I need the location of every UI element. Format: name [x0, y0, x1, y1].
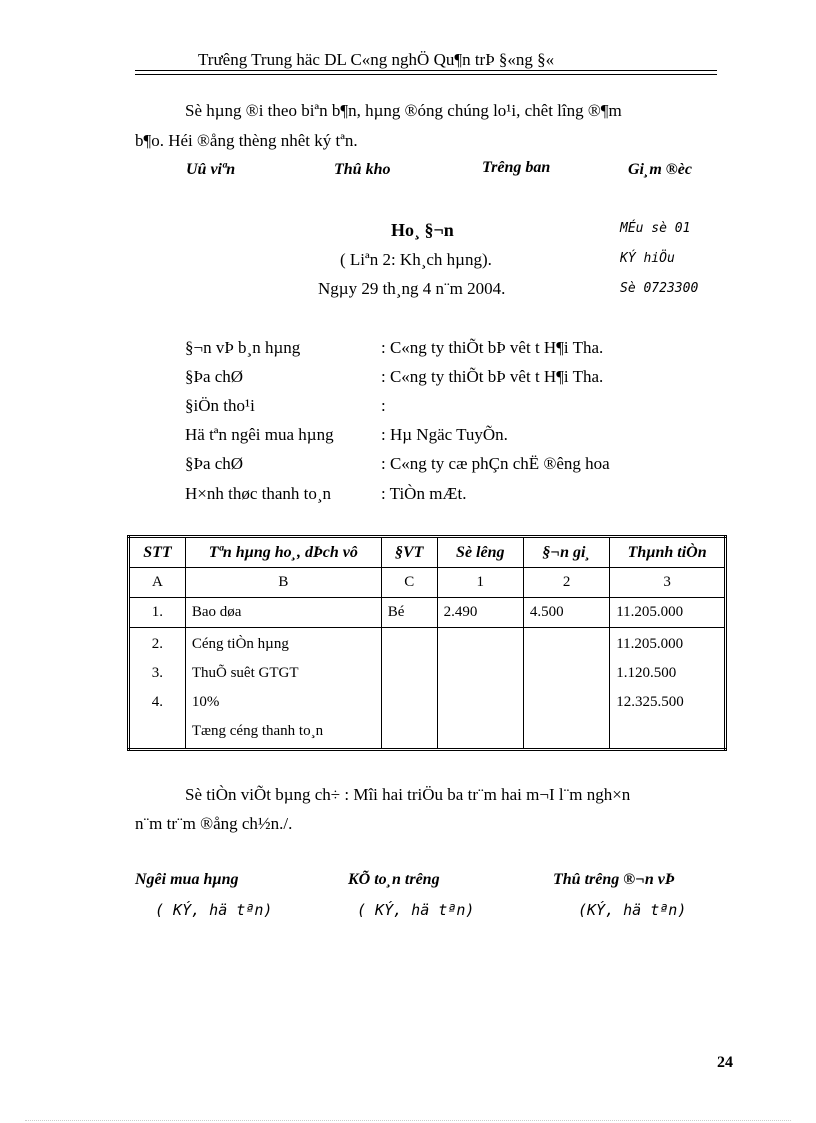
- signer-note-head: (KÝ, hä tªn): [578, 901, 687, 919]
- signer-bottom-head: Thû trêng ®¬n vÞ: [553, 871, 675, 888]
- stt-value: 4.: [151, 694, 164, 710]
- table-index-row: [129, 568, 726, 598]
- invoice-title: Ho¸ §¬n: [391, 220, 454, 240]
- signer-bottom-buyer: Ngêi mua hµng: [135, 871, 239, 888]
- col-header-price: §¬n gi¸: [523, 537, 609, 568]
- party-label: §Þa chØ: [185, 454, 244, 473]
- col-header-total: Thµnh tiÒn: [610, 537, 726, 568]
- signer-note-buyer: ( KÝ, hä tªn): [155, 901, 273, 919]
- invoice-date: Ngµy 29 th¸ng 4 n¨m 2004.: [318, 279, 506, 298]
- table-row: [129, 598, 726, 628]
- amount-in-words-line-2: n¨m tr¨m ®ång ch½n./.: [135, 814, 293, 833]
- cell-price: 4.500: [523, 598, 609, 628]
- cell-total-stack: [610, 628, 726, 750]
- index-cell: 2: [523, 568, 609, 598]
- signer-top-4: Gi¸m ®èc: [628, 161, 692, 178]
- name-value: ThuÕ suêt GTGT: [191, 665, 299, 681]
- signer-bottom-accountant: KÕ to¸n trêng: [348, 871, 440, 888]
- header-rule: [135, 70, 717, 71]
- invoice-copy: ( Liªn 2: Kh¸ch hµng).: [340, 250, 492, 269]
- cell-price-empty: [523, 628, 609, 750]
- signer-note-accountant: ( KÝ, hä tªn): [357, 901, 475, 919]
- invoice-form-no: MÉu sè 01: [620, 221, 691, 236]
- index-cell: 3: [610, 568, 726, 598]
- cell-name-stack: [185, 628, 381, 750]
- page-bottom-border: [25, 1120, 791, 1121]
- party-value: : TiÒn mÆt.: [381, 484, 467, 503]
- col-header-quantity: Sè lêng: [437, 537, 523, 568]
- party-label: §¬n vÞ b¸n hµng: [185, 338, 301, 357]
- amount-in-words-line-1: Sè tiÒn viÕt bµng ch÷ : Mîi hai triÖu ba tr¨m hai m¬I l¨m ngh×n: [185, 785, 631, 804]
- col-header-stt: STT: [129, 537, 186, 568]
- total-value: 1.120.500: [616, 665, 677, 681]
- cell-unit: Bé: [381, 598, 437, 628]
- table-header-row: [129, 537, 726, 568]
- stt-value: 3.: [151, 665, 164, 681]
- invoice-symbol: KÝ hiÖu: [620, 251, 675, 266]
- name-value: Tæng céng thanh to¸n: [191, 723, 324, 739]
- cell-quantity-empty: [437, 628, 523, 750]
- party-label: §Þa chØ: [185, 367, 244, 386]
- party-label: §iÖn tho¹i: [185, 396, 255, 415]
- party-value: : C«ng ty cæ phÇn chË ®êng hoa: [381, 454, 610, 473]
- name-value: 10%: [191, 694, 220, 710]
- party-value: : C«ng ty thiÕt bÞ vêt t H¶i Tha.: [381, 338, 604, 357]
- total-value: 11.205.000: [616, 636, 684, 652]
- header-rule-double: [135, 74, 717, 75]
- cell-name: Bao døa: [185, 598, 381, 628]
- party-label: Hä tªn ngêi mua hµng: [185, 425, 334, 444]
- party-value: : Hµ Ngäc TuyÕn.: [381, 425, 508, 444]
- index-cell: 1: [437, 568, 523, 598]
- signer-top-3: Trêng ban: [482, 159, 551, 176]
- invoice-items-table: [127, 535, 727, 751]
- col-header-name: Tªn hµng ho¸, dÞch vô: [185, 537, 381, 568]
- cell-stt: 1.: [129, 598, 186, 628]
- page-number: 24: [717, 1054, 733, 1071]
- intro-line-2: b¶o. Héi ®ång thèng nhêt ký tªn.: [135, 131, 358, 150]
- index-cell: A: [129, 568, 186, 598]
- cell-unit-empty: [381, 628, 437, 750]
- cell-quantity: 2.490: [437, 598, 523, 628]
- signer-top-1: Uû viªn: [186, 161, 236, 178]
- cell-total: 11.205.000: [610, 598, 726, 628]
- party-value: : C«ng ty thiÕt bÞ vêt t H¶i Tha.: [381, 367, 604, 386]
- party-label: H×nh thøc thanh to¸n: [185, 484, 332, 503]
- total-value: 12.325.500: [616, 694, 684, 710]
- invoice-serial: Sè 0723300: [620, 281, 699, 296]
- cell-stt-stack: [129, 628, 186, 750]
- index-cell: C: [381, 568, 437, 598]
- name-value: Céng tiÒn hµng: [191, 636, 289, 652]
- index-cell: B: [185, 568, 381, 598]
- table-summary-row: [129, 628, 726, 750]
- col-header-unit: §VT: [381, 537, 437, 568]
- intro-line-1: Sè hµng ®i theo biªn b¶n, hµng ®óng chúng lo¹i, chêt lîng ®¶m: [185, 101, 622, 120]
- signer-top-2: Thû kho: [334, 161, 391, 178]
- party-value: :: [381, 396, 386, 415]
- stt-value: 2.: [151, 636, 164, 652]
- page-header-title: Trưêng Trung häc DL C«ng nghÖ Qu¶n trÞ §«ng §«: [198, 50, 555, 69]
